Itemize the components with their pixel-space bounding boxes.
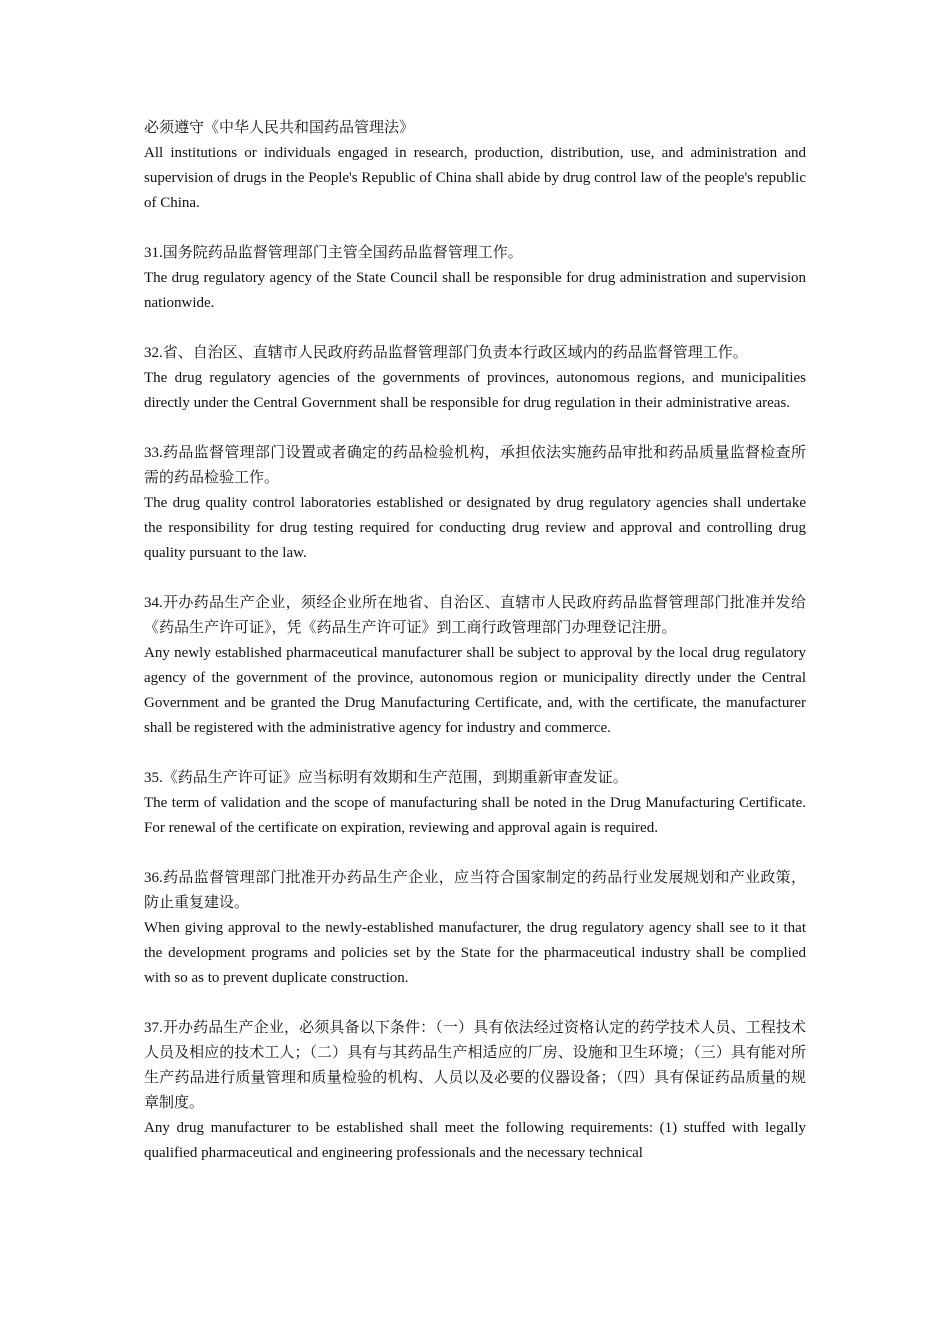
chinese-text: 必须遵守《中华人民共和国药品管理法》 bbox=[144, 120, 415, 136]
english-text: The drug quality control laboratories established or designated by drug regulatory agencies shall undertake the responsibility for drug testing required for conducting drug review and approval and controlling drug quality pursuant to the law. bbox=[144, 495, 806, 561]
english-text: When giving approval to the newly-established manufacturer, the drug regulatory agency shall see to it that the development programs and policies set by the State for the pharmaceutical industry shall be complied with so as to prevent duplicate construction. bbox=[144, 920, 806, 986]
chinese-text: 31.国务院药品监督管理部门主管全国药品监督管理工作。 bbox=[144, 245, 523, 261]
section-intro bbox=[144, 116, 806, 216]
chinese-text: 34.开办药品生产企业，须经企业所在地省、自治区、直辖市人民政府药品监督管理部门批准并发给《药品生产许可证》，凭《药品生产许可证》到工商行政管理部门办理登记注册。 bbox=[144, 595, 806, 636]
english-text: The drug regulatory agencies of the governments of provinces, autonomous regions, and municipalities directly under the Central Government shall be responsible for drug regulation in their administrative areas. bbox=[144, 370, 806, 411]
section-36 bbox=[144, 866, 806, 991]
chinese-text: 32.省、自治区、直辖市人民政府药品监督管理部门负责本行政区域内的药品监督管理工作。 bbox=[144, 345, 748, 361]
section-32 bbox=[144, 341, 806, 416]
section-34 bbox=[144, 591, 806, 741]
chinese-text: 35.《药品生产许可证》应当标明有效期和生产范围，到期重新审查发证。 bbox=[144, 770, 628, 786]
english-text: Any newly established pharmaceutical manufacturer shall be subject to approval by the local drug regulatory agency of the government of the province, autonomous region or municipality directly under the Central Government and be granted the Drug Manufacturing Certificate, and, with the certificate, the manufacturer shall be registered with the administrative agency for industry and commerce. bbox=[144, 645, 806, 736]
chinese-text: 37.开办药品生产企业，必须具备以下条件：（一）具有依法经过资格认定的药学技术人员、工程技术人员及相应的技术工人；（二）具有与其药品生产相适应的厂房、设施和卫生环境；（三）具有能对所生产药品进行质量管理和质量检验的机构、人员以及必要的仪器设备；（四）具有保证药品质量的规章制度。 bbox=[144, 1020, 806, 1111]
section-33 bbox=[144, 441, 806, 566]
english-text: The term of validation and the scope of manufacturing shall be noted in the Drug Manufacturing Certificate. For renewal of the certificate on expiration, reviewing and approval again is required. bbox=[144, 795, 806, 836]
section-35 bbox=[144, 766, 806, 841]
chinese-text: 36.药品监督管理部门批准开办药品生产企业，应当符合国家制定的药品行业发展规划和产业政策，防止重复建设。 bbox=[144, 870, 806, 911]
section-37 bbox=[144, 1016, 806, 1166]
english-text: All institutions or individuals engaged in research, production, distribution, use, and administration and supervision of drugs in the People's Republic of China shall abide by drug control law of the people's republic of China. bbox=[144, 145, 806, 211]
english-text: The drug regulatory agency of the State Council shall be responsible for drug administration and supervision nationwide. bbox=[144, 270, 806, 311]
english-text: Any drug manufacturer to be established shall meet the following requirements: (1) stuffed with legally qualified pharmaceutical and engineering professionals and the necessary technical bbox=[144, 1120, 806, 1161]
document-body bbox=[144, 116, 806, 1191]
section-31 bbox=[144, 241, 806, 316]
chinese-text: 33.药品监督管理部门设置或者确定的药品检验机构，承担依法实施药品审批和药品质量监督检查所需的药品检验工作。 bbox=[144, 445, 806, 486]
